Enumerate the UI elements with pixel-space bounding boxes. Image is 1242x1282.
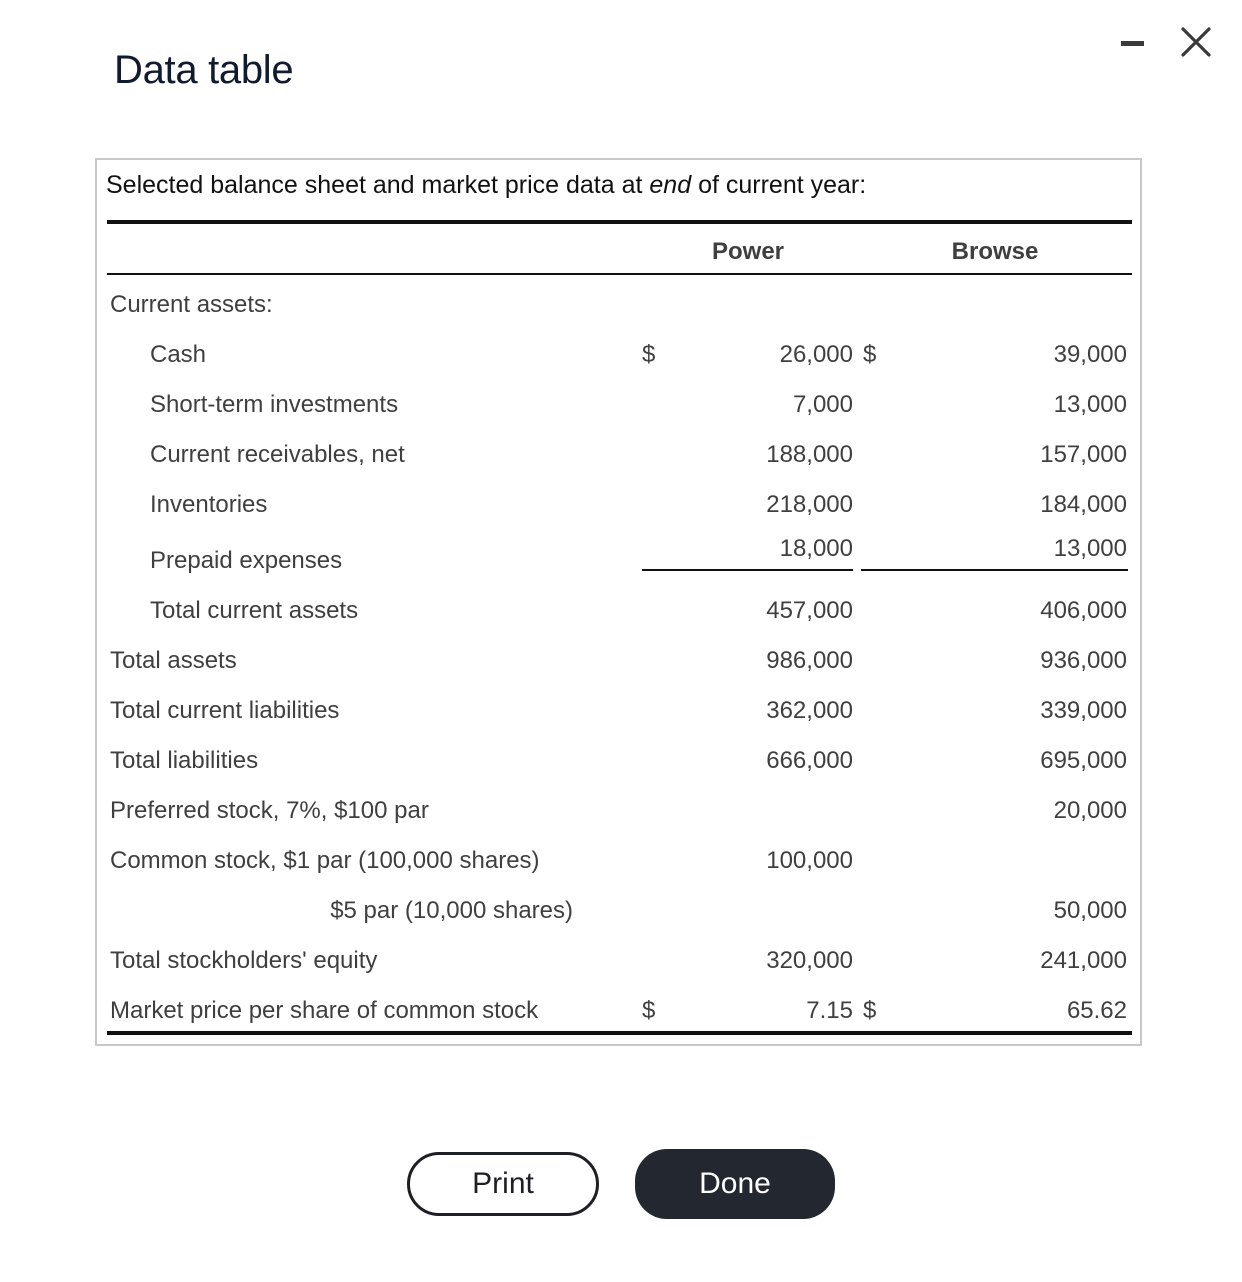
row-label: Current assets: <box>110 291 273 318</box>
column-header-browse: Browse <box>951 238 1039 265</box>
power-value: 7.15 <box>806 997 853 1024</box>
browse-value: 406,000 <box>1040 597 1127 624</box>
row-label: Inventories <box>150 491 268 518</box>
browse-value: 695,000 <box>1040 747 1127 774</box>
row-label: Market price per share of common stock <box>110 997 539 1024</box>
table-bottom-rule <box>107 1031 1132 1035</box>
row-label: Total stockholders' equity <box>110 947 378 974</box>
power-value: 7,000 <box>792 391 853 418</box>
table-caption: Selected balance sheet and market price data at end of current year: <box>106 171 867 199</box>
browse-value: 339,000 <box>1040 697 1127 724</box>
power-value: 218,000 <box>766 491 853 518</box>
currency-symbol: $ <box>863 341 877 368</box>
minimize-icon <box>1121 41 1144 46</box>
power-value: 100,000 <box>766 847 853 874</box>
power-value: 188,000 <box>766 441 853 468</box>
currency-symbol: $ <box>642 341 656 368</box>
header-bottom-rule <box>107 273 1132 275</box>
close-icon <box>1178 24 1214 60</box>
dialog-title: Data table <box>114 48 294 92</box>
subtotal-underline-power <box>642 569 853 571</box>
done-button[interactable]: Done <box>635 1149 835 1219</box>
power-value: 362,000 <box>766 697 853 724</box>
currency-symbol: $ <box>863 997 877 1024</box>
row-label: Common stock, $1 par (100,000 shares) <box>110 847 540 874</box>
row-label: Cash <box>150 341 207 368</box>
row-label: Total current liabilities <box>110 697 340 724</box>
row-label: $5 par (10,000 shares) <box>330 897 573 924</box>
table-top-rule <box>107 220 1132 224</box>
browse-value: 13,000 <box>1053 535 1127 562</box>
browse-value: 13,000 <box>1053 391 1127 418</box>
browse-value: 936,000 <box>1040 647 1127 674</box>
row-label: Short-term investments <box>150 391 399 418</box>
row-label: Total liabilities <box>110 747 259 774</box>
power-value: 666,000 <box>766 747 853 774</box>
column-header-power: Power <box>711 238 785 265</box>
browse-value: 157,000 <box>1040 441 1127 468</box>
row-label: Total assets <box>110 647 237 674</box>
browse-value: 39,000 <box>1053 341 1127 368</box>
power-value: 457,000 <box>766 597 853 624</box>
row-label: Preferred stock, 7%, $100 par <box>110 797 429 824</box>
power-value: 986,000 <box>766 647 853 674</box>
power-value: 18,000 <box>779 535 853 562</box>
browse-value: 20,000 <box>1053 797 1127 824</box>
power-value: 26,000 <box>779 341 853 368</box>
subtotal-underline-browse <box>861 569 1128 571</box>
currency-symbol: $ <box>642 997 656 1024</box>
close-button[interactable] <box>1178 24 1214 60</box>
row-label: Current receivables, net <box>150 441 405 468</box>
browse-value: 65.62 <box>1066 997 1127 1024</box>
browse-value: 241,000 <box>1040 947 1127 974</box>
row-label: Prepaid expenses <box>150 547 343 574</box>
browse-value: 184,000 <box>1040 491 1127 518</box>
power-value: 320,000 <box>766 947 853 974</box>
browse-value: 50,000 <box>1053 897 1127 924</box>
print-button[interactable]: Print <box>407 1152 599 1216</box>
row-label: Total current assets <box>150 597 359 624</box>
minimize-button[interactable] <box>1118 28 1148 58</box>
